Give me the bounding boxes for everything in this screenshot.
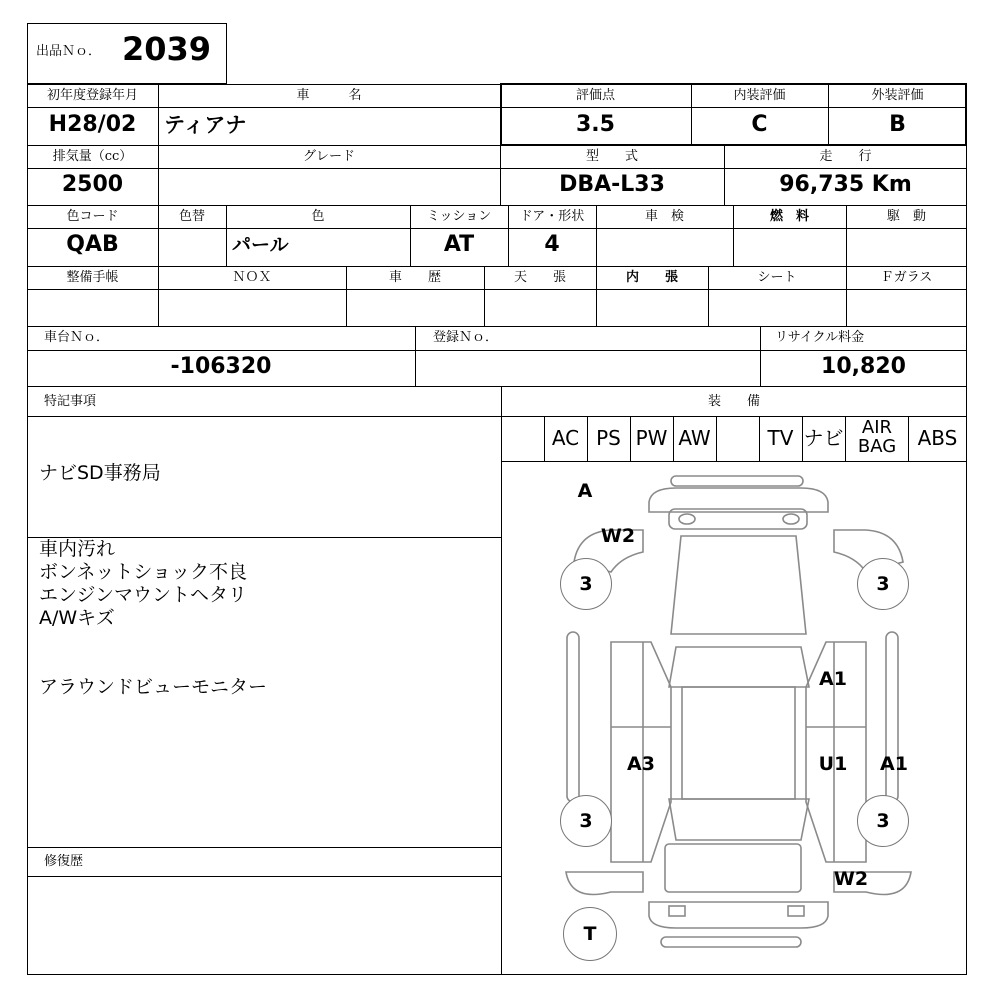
displacement-value: 2500 bbox=[61, 172, 124, 197]
inner-lining-label: 内 張 bbox=[625, 270, 678, 285]
door-value: 4 bbox=[544, 232, 560, 257]
interior-rating-value: C bbox=[751, 112, 768, 137]
mileage-value: 96,735 Km bbox=[779, 172, 912, 197]
car-name-value: ティアナ bbox=[164, 113, 247, 137]
equip-abs: ABS bbox=[917, 426, 958, 450]
registration-value bbox=[415, 350, 760, 384]
damage-mark-front-glass: W2 bbox=[600, 525, 636, 547]
exterior-rating-label: 外装評価 bbox=[871, 88, 924, 103]
door-shape-label: ドア・形状 bbox=[519, 209, 585, 224]
score-value: 3.5 bbox=[576, 112, 615, 137]
drive-value bbox=[846, 228, 967, 262]
mission-label: ミッション bbox=[426, 209, 492, 224]
lot-label: 出品Ｎｏ． bbox=[36, 44, 102, 59]
history-label: 車 歴 bbox=[388, 270, 441, 285]
equip-tv: TV bbox=[767, 426, 794, 450]
mileage-label: 走 行 bbox=[819, 149, 872, 164]
special-notes-label: 特記事項 bbox=[44, 394, 97, 409]
recycle-fee-value: 10,820 bbox=[821, 354, 906, 379]
repair-history-label: 修復歴 bbox=[44, 854, 84, 869]
color-change-label: 色替 bbox=[178, 209, 205, 224]
color-label: 色 bbox=[311, 209, 325, 224]
seat-label: シート bbox=[757, 270, 797, 285]
color-code-label: 色コード bbox=[66, 209, 119, 224]
damage-mark-front-bumper: A bbox=[577, 480, 593, 502]
score-label: 評価点 bbox=[575, 88, 615, 103]
chassis-label: 車台Ｎｏ． bbox=[44, 330, 110, 345]
nox-label: ＮＯＸ bbox=[232, 270, 272, 285]
drive-label: 駆 動 bbox=[886, 209, 926, 224]
equipment-label: 装 備 bbox=[707, 394, 760, 409]
first-registration-value: H28/02 bbox=[48, 112, 137, 137]
car-name-label: 車 名 bbox=[296, 88, 362, 103]
mission-value: AT bbox=[443, 232, 475, 257]
damage-mark-right-front: A1 bbox=[819, 668, 847, 690]
color-code-value: QAB bbox=[66, 232, 119, 257]
equip-ps: PS bbox=[596, 426, 621, 450]
interior-rating-label: 内装評価 bbox=[733, 88, 786, 103]
grade-value bbox=[158, 168, 500, 202]
grade-label: グレード bbox=[302, 149, 355, 164]
lot-number: 2039 bbox=[122, 30, 212, 68]
equip-pw: PW bbox=[635, 426, 668, 450]
damage-mark-right-rear-door: U1 bbox=[818, 753, 848, 775]
chassis-value: -106320 bbox=[170, 354, 272, 379]
car-damage-diagram bbox=[501, 462, 966, 974]
front-glass-label: Ｆガラス bbox=[880, 270, 933, 285]
tire-rear-right: 3 bbox=[857, 795, 909, 847]
exterior-rating-value: B bbox=[889, 112, 906, 137]
inspection-value bbox=[596, 228, 733, 262]
maintenance-book-label: 整備手帳 bbox=[66, 270, 119, 285]
color-value: パール bbox=[232, 234, 289, 256]
first-registration-label: 初年度登録年月 bbox=[46, 88, 138, 103]
inspection-label: 車 検 bbox=[644, 209, 684, 224]
special-note-navi: ナビSD事務局 bbox=[39, 462, 161, 484]
fuel-label: 燃 料 bbox=[769, 209, 809, 224]
recycle-fee-label: リサイクル料金 bbox=[775, 330, 865, 345]
equip-airbag: AIR BAG bbox=[857, 417, 897, 457]
damage-mark-rear-glass: W2 bbox=[833, 868, 869, 890]
registration-label: 登録Ｎｏ． bbox=[433, 330, 499, 345]
tire-front-left: 3 bbox=[560, 558, 612, 610]
headliner-label: 天 張 bbox=[513, 270, 566, 285]
tire-front-right: 3 bbox=[857, 558, 909, 610]
model-value: DBA-L33 bbox=[559, 172, 665, 197]
color-change-value bbox=[158, 228, 226, 262]
model-label: 型 式 bbox=[585, 149, 638, 164]
tire-rear-left: 3 bbox=[560, 795, 612, 847]
equip-ac: AC bbox=[551, 426, 580, 450]
special-note-list: 車内汚れ ボンネットショック不良 エンジンマウントヘタリ A/Wキズ アラウンドビューモニター bbox=[39, 538, 268, 698]
equip-navi: ナビ bbox=[803, 426, 844, 450]
damage-mark-left-rear: A3 bbox=[627, 753, 655, 775]
fuel-value bbox=[733, 228, 846, 262]
displacement-label: 排気量（cc） bbox=[52, 149, 133, 164]
damage-mark-right-rocker: A1 bbox=[880, 753, 908, 775]
equip-aw: AW bbox=[678, 426, 711, 450]
spare-tire: T bbox=[563, 907, 617, 961]
